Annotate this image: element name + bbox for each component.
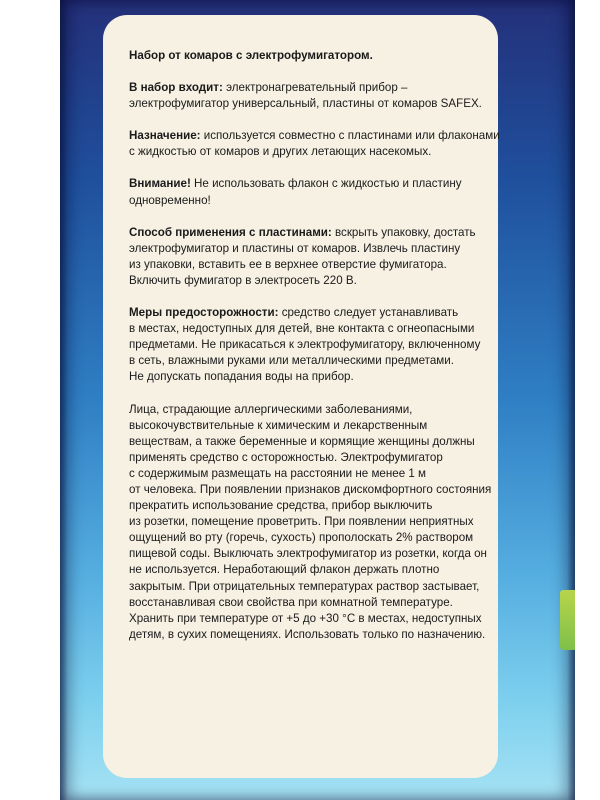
kit-label: В набор входит: [129, 81, 223, 95]
purpose-paragraph [129, 128, 500, 160]
warning-line-2: одновременно! [129, 193, 211, 207]
instruction-panel [103, 15, 498, 778]
precautions-line-3: предметами. Не прикасаться к электрофумигатору, включенному [129, 338, 481, 352]
package-right-edge [567, 0, 575, 800]
purpose-label: Назначение: [129, 129, 201, 143]
kit-line-1: В набор входит: электронагревательный прибор – [129, 81, 408, 95]
notes-line: веществам, а также беременные и кормящие женщины должны [129, 434, 475, 448]
precautions-line-1: Меры предосторожности: средство следует устанавливать [129, 306, 459, 320]
notes-line: ощущений во рту (горечь, сухость) прополоскать 2% раствором [129, 531, 474, 545]
purpose-line-1: Назначение: используется совместно с пластинами или флаконами [129, 129, 500, 143]
warning-line-1: Внимание! Не использовать флакон с жидкостью и пластину [129, 177, 462, 191]
notes-line: восстанавливая свои свойства при комнатной температуре. [129, 595, 453, 609]
precautions-line-2: в местах, недоступных для детей, вне контакта с огнеопасными [129, 322, 475, 336]
notes-line: закрытым. При отрицательных температурах раствор застывает, [129, 579, 480, 593]
usage-paragraph [129, 225, 484, 289]
usage-line-1: Способ применения с пластинами: вскрыть упаковку, достать [129, 225, 476, 239]
kit-paragraph [129, 80, 484, 112]
notes-line: от человека. При появлении признаков дискомфортного состояния [129, 482, 492, 496]
notes-paragraph [129, 402, 492, 643]
notes-line: не используется. Неработающий флакон держать плотно [129, 563, 440, 577]
precautions-line-4: в сеть, влажными руками или металлическими предметами. [129, 354, 454, 368]
precautions-line-5: Не допускать попадания воды на прибор. [129, 370, 354, 384]
notes-line: детям, в сухих помещениях. Использовать только по назначению. [129, 627, 486, 641]
purpose-line-2: с жидкостью от комаров и других летающих насекомых. [129, 145, 432, 159]
usage-line-2: электрофумигатор и пластины от комаров. Извлечь пластину [129, 241, 461, 255]
title-paragraph [129, 48, 484, 64]
notes-line: Хранить при температуре от +5 до +30 °С в местах, недоступных [129, 611, 482, 625]
package-left-edge [60, 0, 68, 800]
notes-line: из розетки, помещение проветрить. При появлении неприятных [129, 515, 474, 529]
usage-line-4: Включить фумигатор в электросеть 220 В. [129, 273, 357, 287]
kit-line-2: электрофумигатор универсальный, пластины от комаров SAFEX. [129, 97, 482, 111]
notes-line: применять средство с осторожностью. Электрофумигатор [129, 450, 443, 464]
notes-line: с содержимым размещать на расстоянии не менее 1 м [129, 466, 427, 480]
usage-label: Способ применения с пластинами: [129, 225, 332, 239]
notes-line: высокочувствительные к химическим и лекарственным [129, 418, 428, 432]
package-green-accent [560, 590, 575, 650]
precautions-paragraph [129, 305, 484, 385]
usage-line-3: из упаковки, вставить ее в верхнее отверстие фумигатора. [129, 257, 447, 271]
notes-line: прекратить использование средства, прибор выключить [129, 499, 433, 513]
notes-line: Лица, страдающие аллергическими заболеваниями, [129, 402, 413, 416]
product-title: Набор от комаров с электрофумигатором. [129, 49, 373, 62]
warning-paragraph [129, 176, 484, 208]
warning-label: Внимание! [129, 177, 191, 191]
notes-line: пищевой соды. Выключать электрофумигатор из розетки, когда он [129, 547, 487, 561]
precautions-label: Меры предосторожности: [129, 306, 279, 320]
